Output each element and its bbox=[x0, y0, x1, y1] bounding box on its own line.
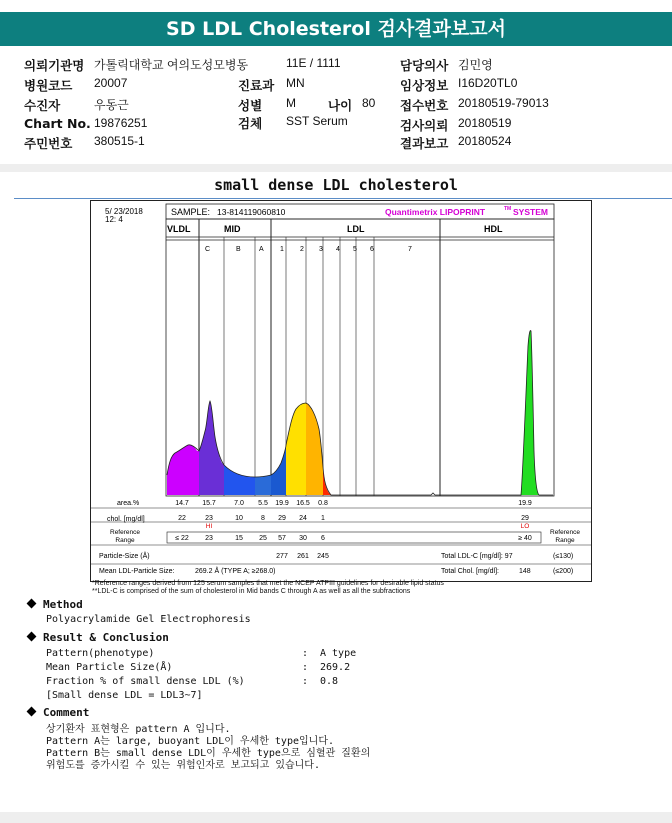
diamond-bullet-icon bbox=[27, 599, 37, 609]
sample-label: SAMPLE: bbox=[171, 207, 211, 217]
chol-flag-hi: HI bbox=[205, 523, 213, 530]
band-label-3: 3 bbox=[319, 246, 323, 253]
lipoprint-report bbox=[90, 200, 592, 582]
diamond-bullet-icon bbox=[27, 707, 37, 717]
age-value: 80 bbox=[362, 96, 376, 110]
clinical-info-label: 임상정보 bbox=[400, 78, 449, 93]
ref-ldl-3: 6 bbox=[321, 535, 325, 542]
total-chol-value: 148 bbox=[519, 568, 531, 575]
result-row-3-label: Fraction % of small dense LDL (%) bbox=[46, 676, 245, 687]
ref-ldl-1: 57 bbox=[278, 535, 286, 542]
band-label-b: B bbox=[236, 246, 241, 253]
group-label-ldl: LDL bbox=[347, 224, 365, 234]
ref-ldl-2: 30 bbox=[299, 535, 307, 542]
area-ldl-2: 16.5 bbox=[296, 500, 310, 507]
chol-ldl-2: 24 bbox=[299, 515, 307, 522]
chol-mid-b: 10 bbox=[235, 515, 243, 522]
particle-size-label: Particle-Size (Å) bbox=[99, 553, 150, 560]
total-chol-label: Total Chol. [mg/dl]: bbox=[441, 568, 499, 575]
department-label: 진료과 bbox=[238, 78, 275, 93]
print-time: 12: 4 bbox=[105, 215, 123, 224]
request-label: 검사의뢰 bbox=[400, 118, 449, 133]
band-labels bbox=[205, 246, 412, 253]
vldl-area bbox=[167, 445, 199, 495]
brand-name: Quantimetrix LIPOPRINT bbox=[385, 207, 486, 217]
total-chol-ref: (≤200) bbox=[553, 568, 574, 575]
chol-flag-lo: LO bbox=[520, 523, 530, 530]
ref-label-line2: Range bbox=[115, 537, 135, 544]
footnotes bbox=[92, 580, 444, 596]
area-label: area.% bbox=[117, 500, 140, 507]
total-ldl-ref: (≤130) bbox=[553, 553, 574, 560]
ref-range-right-1: Reference bbox=[550, 529, 580, 536]
band-label-a: A bbox=[259, 246, 264, 253]
hospital-code-label: 병원코드 bbox=[24, 78, 73, 93]
doctor-label: 담당의사 bbox=[400, 58, 449, 73]
method-text: Polyacrylamide Gel Electrophoresis bbox=[46, 614, 251, 625]
section-title: small dense LDL cholesterol bbox=[214, 176, 458, 194]
mid-a-area bbox=[255, 475, 271, 495]
result-row-1-value: A type bbox=[320, 648, 357, 659]
result-heading: Result & Conclusion bbox=[28, 631, 169, 644]
footnote-2: **LDL-C is comprised of the sum of cholesterol in Mid bands C through A as well as all the subfractions bbox=[92, 588, 411, 595]
particle-size-3: 245 bbox=[317, 553, 329, 560]
ref-mid-c: 23 bbox=[205, 535, 213, 542]
institution-label: 의뢰기관명 bbox=[24, 58, 85, 73]
result-row-1-sep: : bbox=[302, 648, 309, 659]
particle-size-1: 277 bbox=[276, 553, 288, 560]
ref-label-line1: Reference bbox=[110, 529, 140, 536]
band-label-6: 6 bbox=[370, 246, 374, 253]
area-ldl-1: 19.9 bbox=[275, 500, 289, 507]
sex-label: 성별 bbox=[238, 98, 263, 113]
receipt-label: 접수번호 bbox=[400, 98, 449, 113]
hospital-code-value: 20007 bbox=[94, 76, 128, 90]
comment-line-2: Pattern A는 large, buoyant LDL이 우세한 type입니다. bbox=[46, 736, 334, 747]
band-label-1: 1 bbox=[280, 246, 284, 253]
chol-mid-a: 8 bbox=[261, 515, 265, 522]
ref-values bbox=[175, 535, 532, 542]
section-divider bbox=[0, 164, 672, 172]
id-value: 380515-1 bbox=[94, 134, 145, 148]
patient-info bbox=[0, 52, 672, 164]
brand-tm: TM bbox=[504, 206, 512, 212]
group-label-hdl: HDL bbox=[484, 224, 503, 234]
area-values bbox=[175, 500, 532, 507]
sample-value: 13-814119060810 bbox=[217, 207, 286, 217]
area-mid-c: 15.7 bbox=[202, 500, 216, 507]
method-heading: Method bbox=[28, 598, 83, 611]
comment-line-3: Pattern B는 small dense LDL이 우세한 type으로 심혈관 질환의 bbox=[46, 748, 371, 759]
institution-value: 가톨릭대학교 여의도성모병동 bbox=[94, 58, 249, 72]
result-row-2-sep: : bbox=[302, 662, 309, 673]
clinical-info-value: I16D20TL0 bbox=[458, 76, 518, 90]
id-label: 주민번호 bbox=[24, 136, 73, 151]
ward-value: 11E / 1111 bbox=[286, 56, 341, 70]
chol-hdl: 29 bbox=[521, 515, 529, 522]
result-date-value: 20180524 bbox=[458, 134, 512, 148]
result-row-2-label: Mean Particle Size(Å) bbox=[46, 662, 173, 673]
mean-ldl-label: Mean LDL-Particle Size: bbox=[99, 568, 175, 575]
result-row-2-value: 269.2 bbox=[320, 662, 351, 673]
ldl-3-area bbox=[323, 467, 331, 495]
comment-line-1: 상기환자 표현형은 pattern A 입니다. bbox=[46, 724, 231, 735]
group-label-vldl: VLDL bbox=[167, 224, 191, 234]
chol-values bbox=[178, 515, 529, 530]
footnote-1: *Reference ranges derived from 125 serum samples that met the NCEP ATPIII guidelines for desirable lipid status bbox=[92, 580, 444, 587]
result-row-3-sep: : bbox=[302, 676, 309, 687]
particle-size-values bbox=[276, 553, 329, 560]
group-label-mid: MID bbox=[224, 224, 241, 234]
print-date: 5/ 23/2018 bbox=[105, 207, 143, 216]
report-title: SD LDL Cholesterol 검사결과보고서 bbox=[0, 12, 672, 46]
band-label-c: C bbox=[205, 246, 211, 253]
ldl-1-area bbox=[286, 403, 306, 495]
mid-c-area bbox=[199, 401, 224, 495]
hdl-area bbox=[521, 331, 539, 495]
ref-mid-a: 25 bbox=[259, 535, 267, 542]
area-vldl: 14.7 bbox=[175, 500, 189, 507]
result-note: [Small dense LDL = LDL3~7] bbox=[46, 690, 203, 701]
comment-line-4: 위험도를 증가시킬 수 있는 위험인자로 보고되고 있습니다. bbox=[46, 760, 320, 771]
total-ldl-label: Total LDL-C [mg/dl]: 97 bbox=[441, 553, 513, 560]
band-label-4: 4 bbox=[336, 246, 340, 253]
diamond-bullet-icon bbox=[27, 632, 37, 642]
ref-hdl: ≥ 40 bbox=[518, 535, 532, 542]
ref-range-box bbox=[167, 532, 541, 543]
chol-ldl-3: 1 bbox=[321, 515, 325, 522]
area-ldl-3: 0.8 bbox=[318, 500, 328, 507]
band-label-2: 2 bbox=[300, 246, 304, 253]
chol-vldl: 22 bbox=[178, 515, 186, 522]
result-row-3-value: 0.8 bbox=[320, 676, 339, 687]
age-label: 나이 bbox=[328, 98, 353, 113]
ref-range-right-2: Range bbox=[555, 537, 575, 544]
area-hdl: 19.9 bbox=[518, 500, 532, 507]
ldl-0-area bbox=[271, 445, 286, 495]
specimen-value: SST Serum bbox=[286, 114, 348, 128]
specimen-label: 검체 bbox=[238, 116, 263, 131]
chart-number-value: 19876251 bbox=[94, 116, 148, 130]
result-date-label: 결과보고 bbox=[400, 136, 449, 151]
ref-mid-b: 15 bbox=[235, 535, 243, 542]
lipoprint-chart bbox=[91, 201, 591, 581]
page-bottom-bar bbox=[0, 812, 672, 823]
doctor-value: 김민영 bbox=[458, 58, 493, 72]
area-mid-b: 7.0 bbox=[234, 500, 244, 507]
ref-vldl: ≤ 22 bbox=[175, 535, 189, 542]
band-label-5: 5 bbox=[353, 246, 357, 253]
chol-label: chol. [mg/dl] bbox=[107, 516, 145, 523]
brand-system: SYSTEM bbox=[513, 207, 548, 217]
area-mid-a: 5.5 bbox=[258, 500, 268, 507]
particle-size-2: 261 bbox=[297, 553, 309, 560]
comment-heading: Comment bbox=[28, 706, 89, 719]
department-value: MN bbox=[286, 76, 305, 90]
result-row-1-label: Pattern(phenotype) bbox=[46, 648, 155, 659]
band-label-7: 7 bbox=[408, 246, 412, 253]
ldl-2-area bbox=[306, 403, 323, 495]
patient-label: 수진자 bbox=[24, 98, 61, 113]
patient-value: 우동근 bbox=[94, 98, 129, 112]
title-underline bbox=[14, 198, 672, 199]
request-value: 20180519 bbox=[458, 116, 512, 130]
chol-mid-c: 23 bbox=[205, 515, 213, 522]
chart-number-label: Chart No. bbox=[24, 116, 91, 131]
mean-ldl-value: 269.2 Å (TYPE A; ≥268.0) bbox=[195, 568, 276, 575]
sex-value: M bbox=[286, 96, 296, 110]
chol-ldl-1: 29 bbox=[278, 515, 286, 522]
receipt-value: 20180519-79013 bbox=[458, 96, 549, 110]
